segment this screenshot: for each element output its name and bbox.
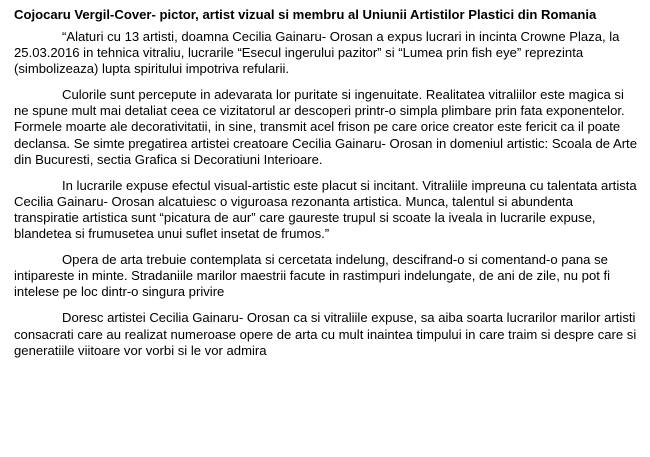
paragraph-visual-effect: In lucrarile expuse efectul visual-artistic este placut si incitant. Vitraliile impreuna cu talentata artista Cecilia Gainaru- Orosan alcatuiesc o viguroasa rezonanta artistica. Munca, talentul si abundenta transpiratie artistica sunt “picatura de aur” care gaureste trupul si scoate la iveala in lucrarile expuse, blandetea si frumusetea unui suflet insetat de frumos.” <box>14 177 637 242</box>
paragraph-contemplation: Opera de arta trebuie contemplata si cercetata indelung, descifrand-o si comentand-o pana se intipareste in minte. Stradaniile marilor maestrii facute in rastimpuri indelungate, de ani de zile, nu pot fi intelese pe loc dintr-o singura privire <box>14 252 611 300</box>
paragraph-wishes: Doresc artistei Cecilia Gainaru- Orosan ca si vitraliile expuse, sa aiba soarta lucrarilor marilor artisti consacrati care au realizat numeroase opere de arta cu mult inaintea timpului in care traim si despre care si generatiile viitoare vor vorbi si le vor admira <box>14 310 637 358</box>
paragraph-colors: Culorile sunt percepute in adevarata lor puritate si ingenuitate. Realitatea vitraliilor este magica si ne spune mult mai detaliat ceea ce vizitatorul ar descoperi printr-o simpla plimbare prin fata exponentelor. Formele moarte ale decorativitatii, in sine, transmit acel frison pe care orice creator este fericit ca il poate declansa. Se simte pregatirea artistei creatoare Cecilia Gainaru- Orosan in domeniul artistic: Scoala de Arte din Bucuresti, sectia Grafica si Decoratiuni Interioare. <box>14 87 637 167</box>
paragraph-exhibition: “Alaturi cu 13 artisti, doamna Cecilia Gainaru- Orosan a expus lucrari in incinta Crowne Plaza, la 25.03.2016 in tehnica vitraliu, lucrarile “Esecul ingerului pazitor” si “Lumea prin fish eye” reprezinta (simbolizeaza) lupta spiritului impotriva refularii. <box>14 29 620 77</box>
document-heading: Cojocaru Vergil-Cover- pictor, artist vizual si membru al Uniunii Artistilor Plastici din Romania <box>14 7 597 22</box>
